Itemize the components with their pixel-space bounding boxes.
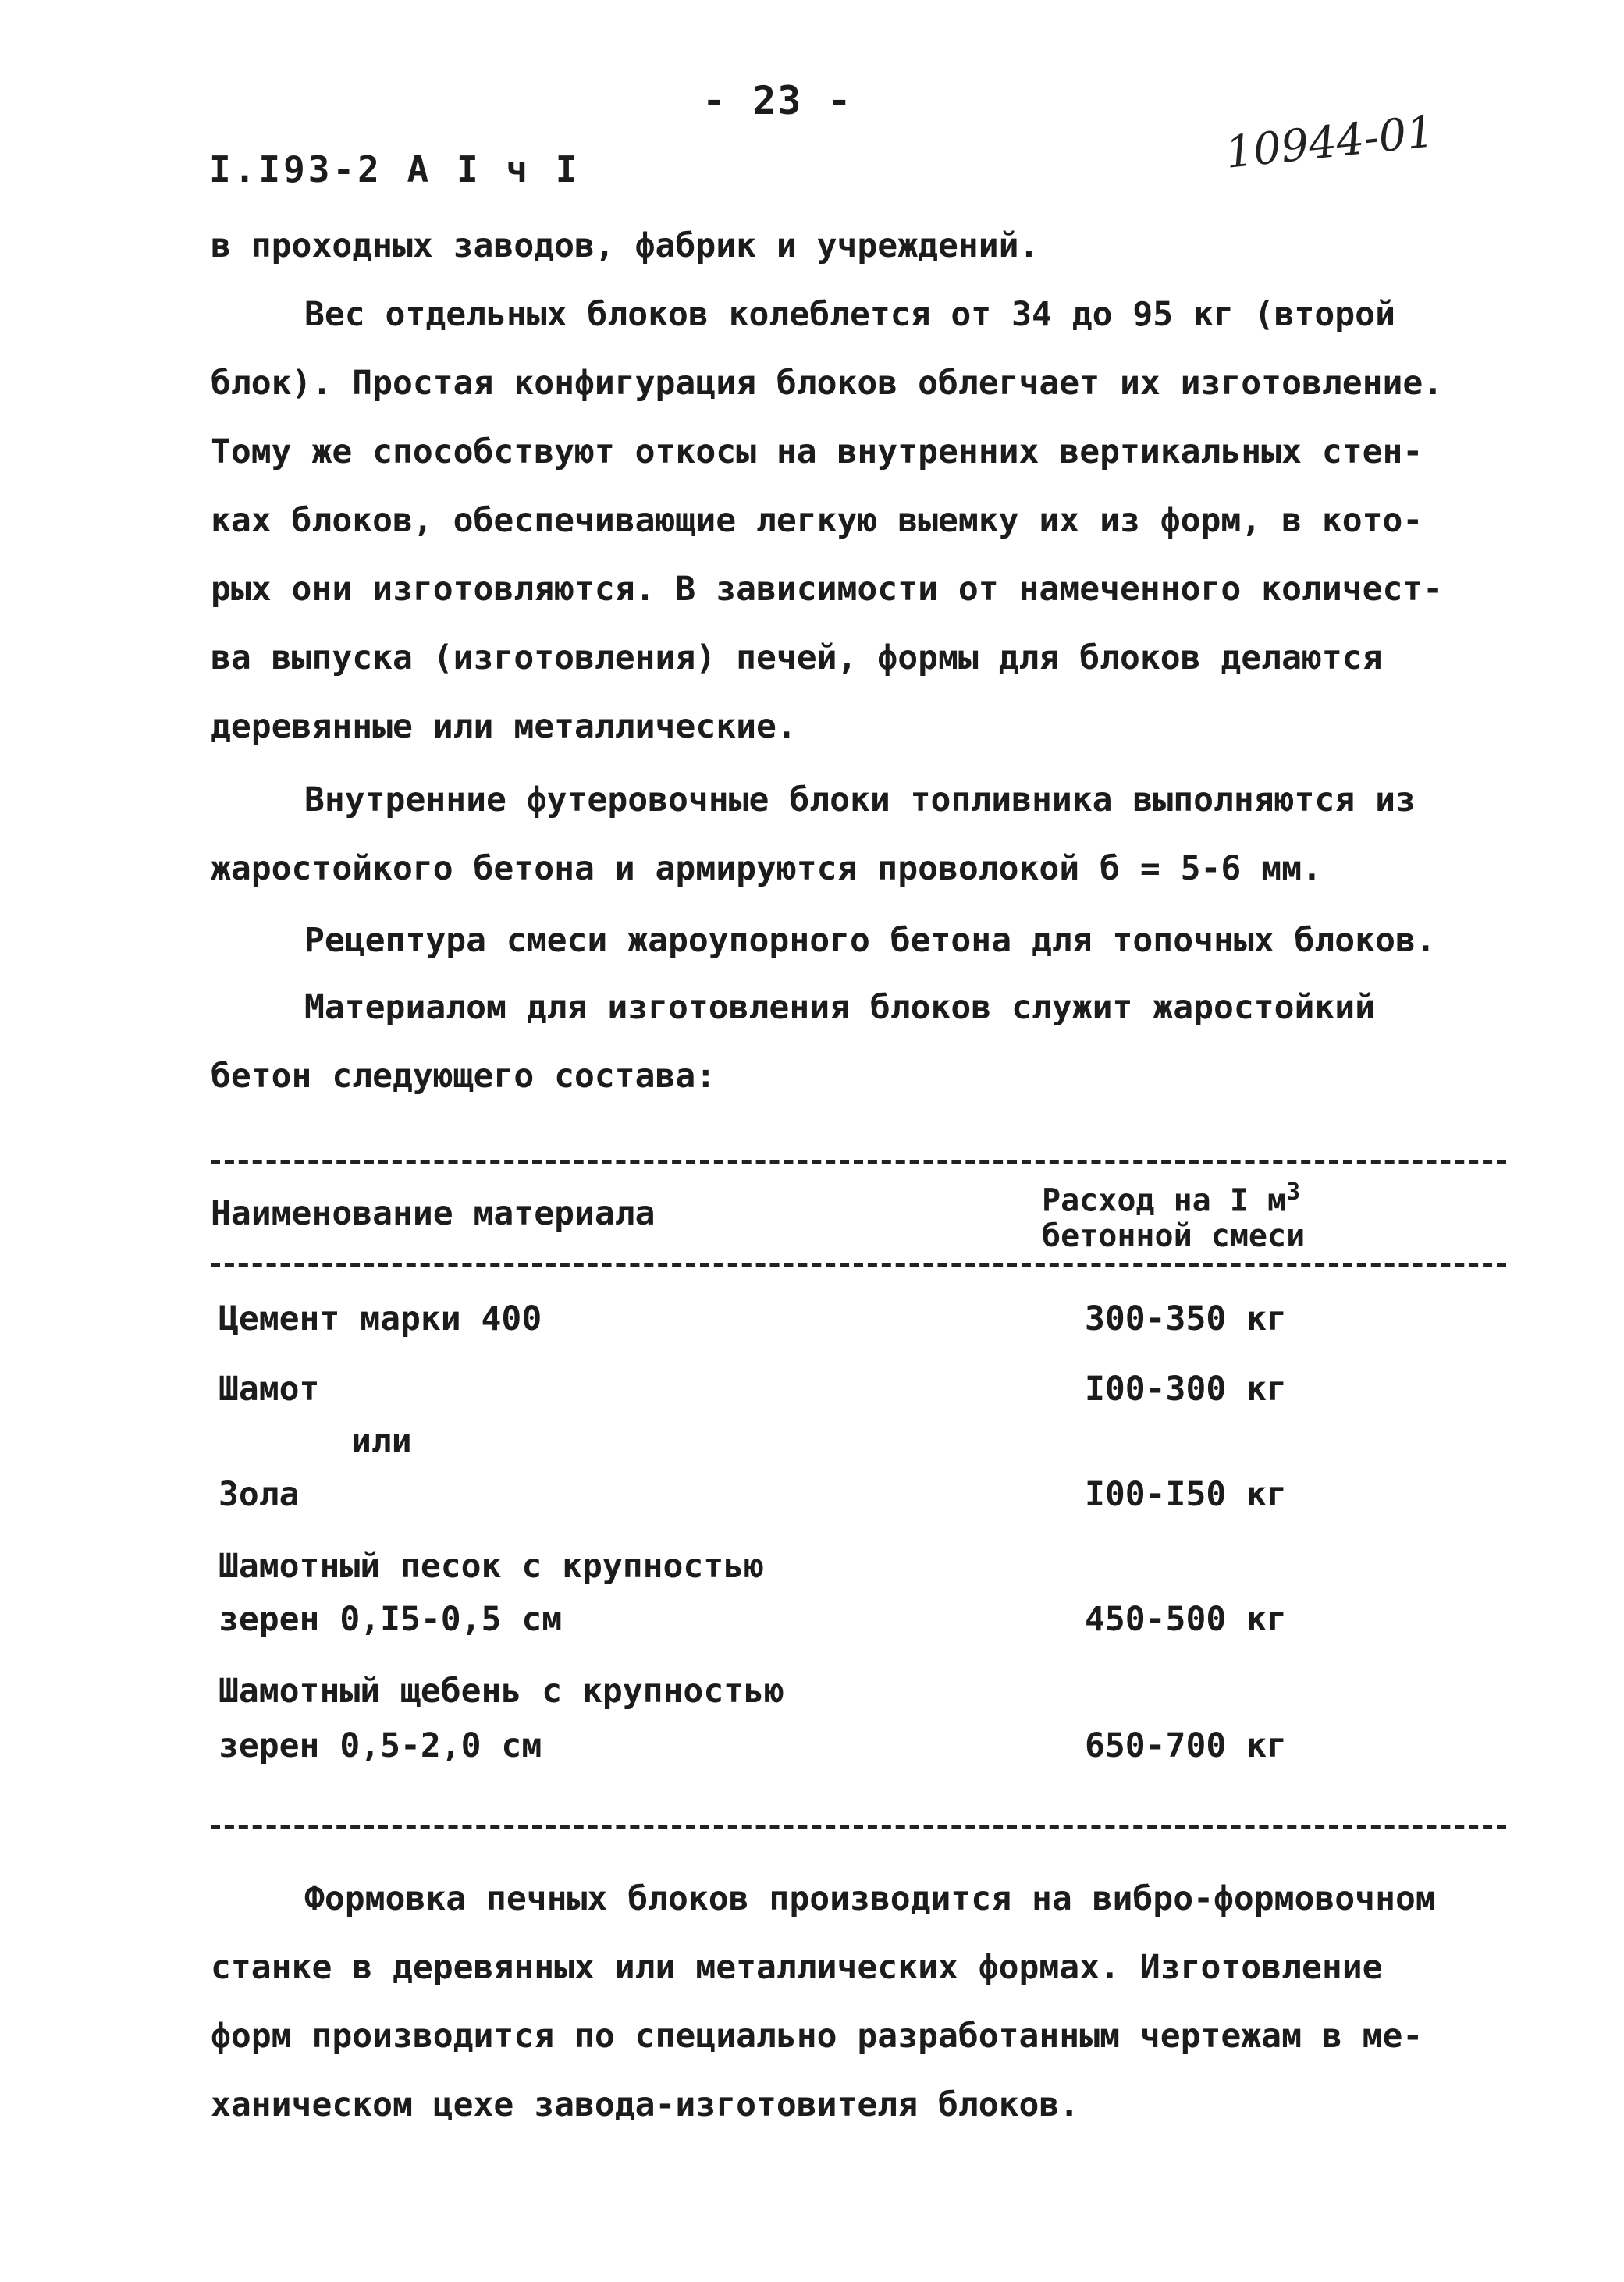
outro-line: станке в деревянных или металлических формах. Изготовление [211, 1948, 1383, 1987]
table-row-value: I00-300 кг [1085, 1370, 1287, 1409]
column-header-rate-line2: бетонной смеси [1042, 1218, 1306, 1255]
para2-line: жаростойкого бетона и армируются проволокой б = 5-6 мм. [211, 849, 1322, 888]
para1-line: Вес отдельных блоков колеблется от 34 до 95 кг (второй [304, 295, 1395, 334]
table-row-name: Шамотный песок с крупностью [219, 1547, 764, 1586]
column-header-rate [1042, 1175, 1305, 1254]
column-header-name: Наименование материала [211, 1194, 656, 1233]
table-row-value: 300-350 кг [1085, 1299, 1287, 1338]
table-row-name: Цемент марки 400 [219, 1299, 542, 1338]
handwritten-note: 10944-01 [1223, 106, 1437, 179]
document-code: I.I93-2 А I ч I [209, 148, 581, 190]
para1-line: блок). Простая конфигурация блоков облегчает их изготовление. [211, 364, 1444, 403]
table-row-name: зерен 0,5-2,0 см [219, 1726, 542, 1765]
para4-line: Материалом для изготовления блоков служит жаростойкий [304, 988, 1376, 1027]
para3-line: Рецептура смеси жароупорного бетона для топочных блоков. [304, 921, 1436, 960]
table-bottom-rule [211, 1825, 1506, 1829]
para1-line: ках блоков, обеспечивающие легкую выемку их из форм, в кото- [211, 501, 1423, 540]
table-header-rule [211, 1263, 1506, 1267]
outro-line: ханическом цехе завода-изготовителя блоков. [211, 2085, 1080, 2124]
para1-line: ва выпуска (изготовления) печей, формы для блоков делаются [211, 638, 1383, 677]
table-row-name: Шамотный щебень с крупностью [219, 1672, 784, 1711]
column-header-rate-sup: 3 [1286, 1178, 1301, 1206]
para1-line: Тому же способствуют откосы на внутренних вертикальных стен- [211, 432, 1423, 471]
table-row-name: Зола [219, 1475, 300, 1514]
para1-line: рых они изготовляются. В зависимости от намеченного количест- [211, 570, 1444, 609]
outro-line: Формовка печных блоков производится на вибро-формовочном [304, 1879, 1436, 1918]
table-row-name: зерен 0,I5-0,5 см [219, 1600, 563, 1639]
para2-line: Внутренние футеровочные блоки топливника выполняются из [304, 780, 1416, 819]
outro-line: форм производится по специально разработанным чертежам в ме- [211, 2017, 1423, 2056]
para4-line: бетон следующего состава: [211, 1057, 716, 1096]
table-row-value: 450-500 кг [1085, 1600, 1287, 1639]
page-number: - 23 - [702, 78, 853, 123]
column-header-rate-line1: Расход на I м [1042, 1182, 1287, 1219]
table-row-value: 650-700 кг [1085, 1726, 1287, 1765]
para1-line: деревянные или металлические. [211, 707, 797, 746]
intro-line: в проходных заводов, фабрик и учреждений. [211, 226, 1039, 265]
table-row-name: Шамот [219, 1370, 320, 1409]
table-row-value: I00-I50 кг [1085, 1475, 1287, 1514]
table-top-rule [211, 1160, 1506, 1164]
table-row-name: или [351, 1422, 412, 1461]
